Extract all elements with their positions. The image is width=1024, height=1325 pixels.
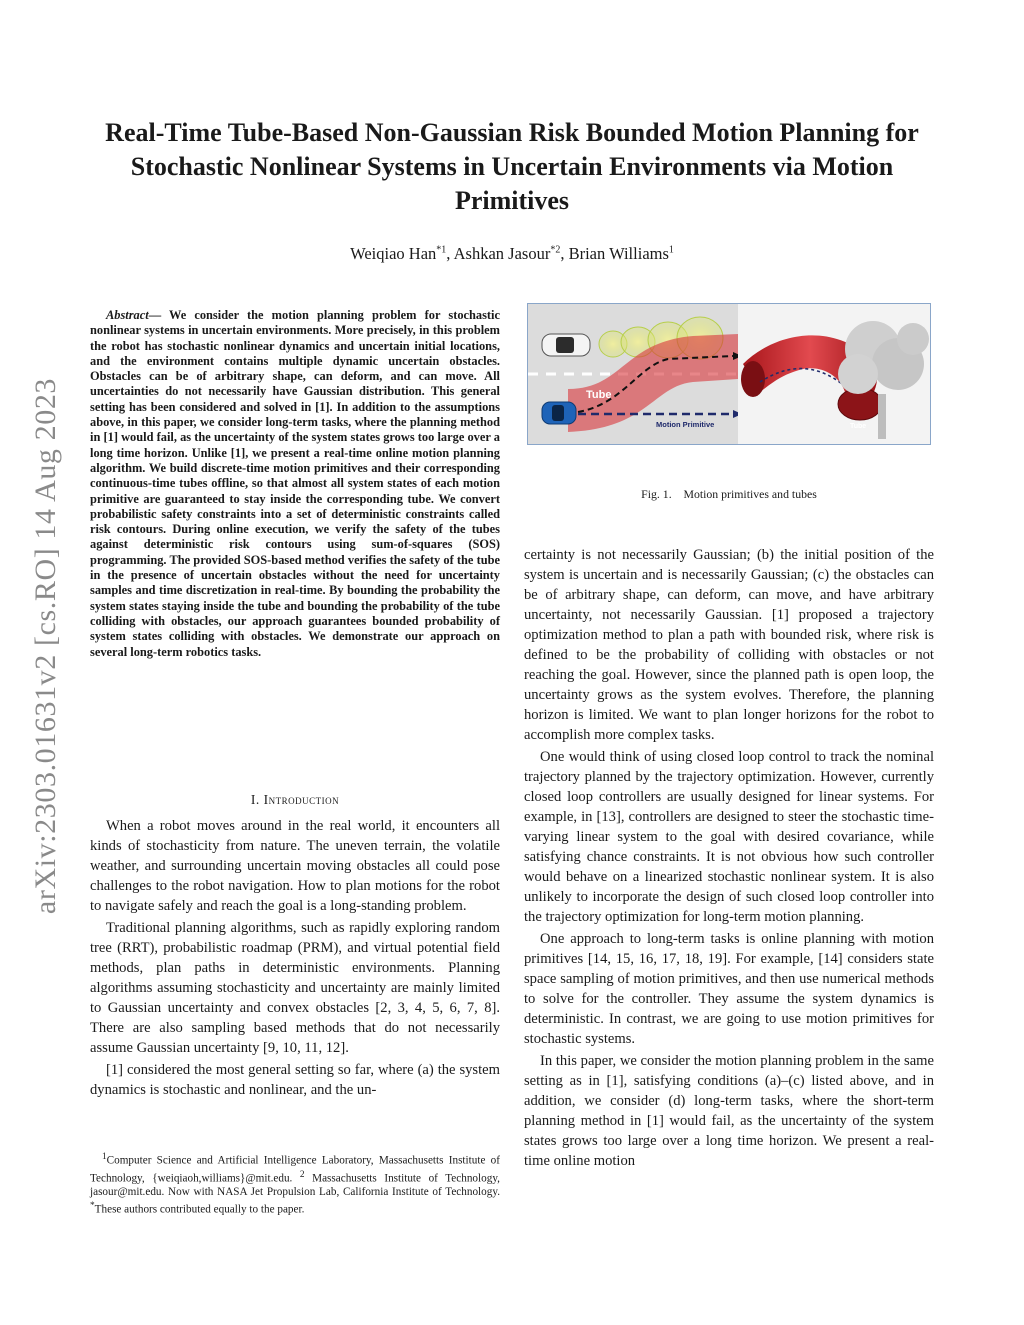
paragraph: certainty is not necessarily Gaussian; (b) the initial position of the system is uncertain and is necessarily Gaussian; (c) the obstacles can be of arbitrary shape, can deform, can move, and have arbitrary uncertainty, not necessarily Gaussian. [1] proposed a trajectory optimization method to plan a path with bounded risk, where risk is defined to be the probability of colliding with obstacles or not reaching the goal. However, since the planned path is open loop, the uncertainty grows as the system evolves. Therefore, the planning horizon is limited. We want to plan longer horizons for the robot to accomplish more complex tasks. [524,547,934,743]
section-name: Introduction [263,792,340,807]
paragraph: [1] considered the most general setting so far, where (a) the system dynamics is stochastic and nonlinear, and the un- [90,1062,500,1098]
figure-caption [524,487,934,502]
author-affiliation-mark: 1 [668,244,674,256]
paragraph: In this paper, we consider the motion planning problem in the same setting as in [1], satisfying conditions (a)–(c) listed above, and in addition, we consider (d) long-term tasks, where the short-term planning method in [1] would fail, as the uncertainty of the system states grows too large over a long time horizon. We present a real-time online motion [524,1053,934,1169]
footnote-text: Computer Science and Artificial Intelligence Laboratory, Massachusetts Institute of Technology, {weiqiaoh,williams}@mit.edu. [90,1154,500,1185]
author-name: Brian Williams [568,244,669,263]
figure-illustration [528,304,930,444]
caption-number: Fig. 1. [641,487,672,501]
paper-title: Real-Time Tube-Based Non-Gaussian Risk Bounded Motion Planning for Stochastic Nonlinear Systems in Uncertain Environments via Motion Primitives [105,118,919,215]
section-heading [90,792,500,808]
author-name: Weiqiao Han [350,244,437,263]
footnote-mark: * [90,1201,95,1212]
ego-car [542,402,576,424]
motion-primitive-label: Motion Primitive [656,420,715,429]
author-list [80,244,944,264]
abstract [90,308,500,660]
arxiv-id: arXiv:2303.01631v2 [cs.RO] 14 Aug 2023 [29,377,62,915]
figure-motion-primitives [527,303,931,445]
arxiv-stamp [18,346,73,946]
obstacle-car [542,334,590,356]
author-separator: , [560,244,569,263]
footnote [90,1150,500,1217]
intro-right-column [524,545,934,1171]
footnote-text: These authors contributed equally to the paper. [94,1204,305,1217]
tube-small-label: Tube [850,423,867,430]
tube-label: Tube [586,389,612,401]
paragraph: Traditional planning algorithms, such as rapidly exploring random tree (RRT), probabilistic roadmap (PRM), and virtual potential field methods, plan paths in deterministic environments. Planning algorithms assuming stochasticity and uncertainty are mainly limited to Gaussian uncertainty and convex obstacles [2, 3, 4, 5, 6, 7, 8]. There are also sampling based methods that do not necessarily assume Gaussian uncertainty [9, 10, 11, 12]. [90,920,500,1056]
author-name: Ashkan Jasour [453,244,551,263]
caption-text: Motion primitives and tubes [683,487,817,501]
intro-left-column [90,816,500,1100]
footnote-text: Massachusetts Institute of Technology, jasour@mit.edu. Now with NASA Jet Propulsion Lab, California Institute of Technology. [90,1172,500,1199]
paragraph: One would think of using closed loop control to track the nominal trajectory planned by the trajectory optimization. However, currently closed loop controllers are usually designed for linear systems. For example, in [13], controllers are designed to steer the stochastic time-varying linear system to the goal with desired covariance, while satisfying chance constraints. It is not obvious how such controller would behave on a linearized stochastic nonlinear system. It is also unlikely to incorporate the design of such closed loop controller into the trajectory optimization for long-term motion planning. [524,749,934,925]
author-affiliation-mark: *2 [550,244,561,256]
abstract-text: — We consider the motion planning problem for stochastic nonlinear systems in uncertain environments. More precisely, in this problem the robot has stochastic nonlinear dynamics and uncertain initial locations, and the environment contains multiple dynamic uncertain obstacles. Obstacles can be of arbitrary shape, can deform, and can move. All uncertainties do not necessarily have Gaussian distribution. This general setting has been considered and solved in [1]. In addition to the assumptions above, in this paper, we consider long-term tasks, where the planning method in [1] would fail, as the uncertainty of the system states grows too large over a long time horizon. Unlike [1], we present a real-time online motion planning algorithm. We build discrete-time motion primitives and their corresponding continuous-time tubes offline, so that almost all system states of each motion primitive are guaranteed to stay inside the corresponding tube. We convert probabilistic safety constraints into a set of deterministic constraints called risk contours. During online execution, we verify the safety of the tubes against deterministic risk contours using sum-of-squares (SOS) programming. The provided SOS-based method verifies the safety of the tube in the presence of uncertain obstacles without the need for uncertainty samples and time discretization in real-time. By bounding the probability the system states staying inside the tube and bounding the probability of the tube colliding with obstacles, our approach guarantees bounded probability of system states colliding with obstacles. We demonstrate our approach on several long-term robotics tasks. [90,308,500,659]
paragraph: One approach to long-term tasks is online planning with motion primitives [14, 15, 16, 17, 18, 19]. For example, [14] considers state space sampling of motion primitives, and then use numerical methods to solve for the controller. They assume the system dynamics is deterministic. In contrast, we are going to use motion primitives for stochastic systems. [524,931,934,1047]
section-number: I. [250,792,260,807]
tube-3d-opening [741,361,765,397]
footnote-mark: 2 [299,1169,305,1180]
author-separator: , [446,244,454,263]
footnote-mark: 1 [102,1152,107,1162]
author-affiliation-mark: *1 [436,244,447,256]
abstract-label: Abstract [106,308,149,322]
paragraph: When a robot moves around in the real world, it encounters all kinds of stochasticity from nature. The uneven terrain, the volatile weather, and surrounding uncertain moving obstacles all could pose challenges to the robot navigation. How to plan motions for the robot to navigate safely and reach the goal is a long-standing problem. [90,818,500,914]
